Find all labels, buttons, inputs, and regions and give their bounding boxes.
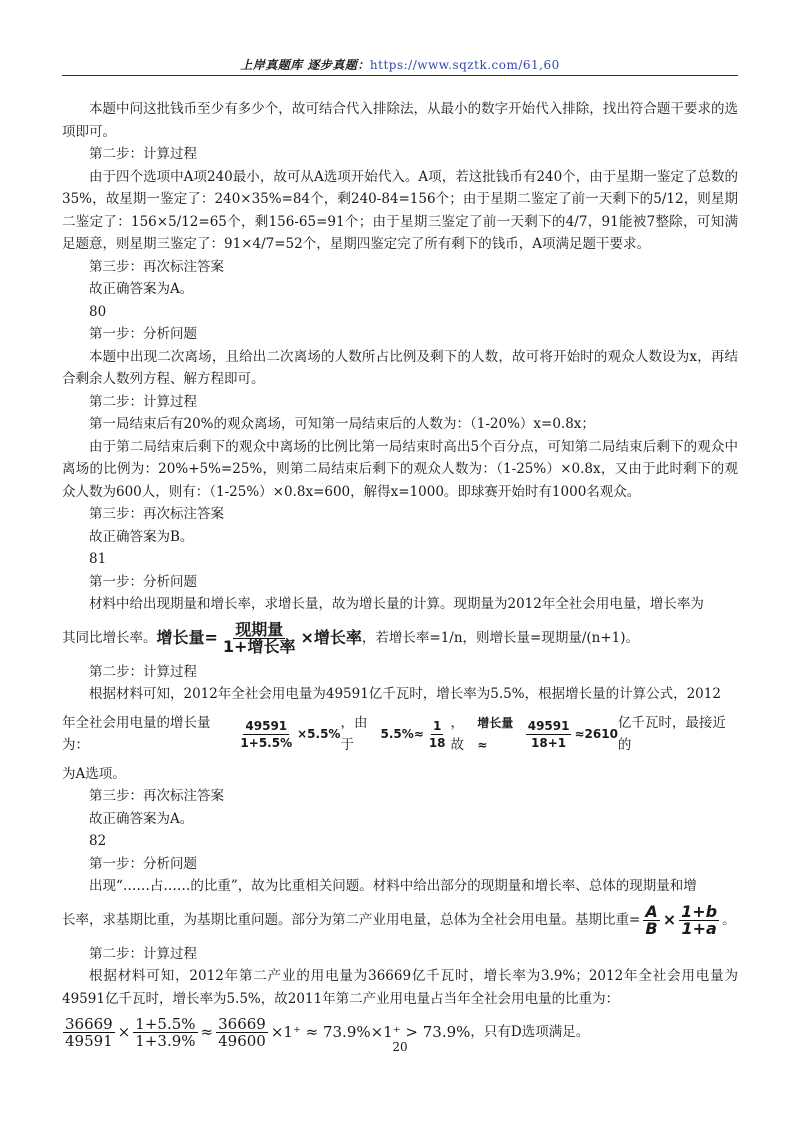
numerator: 1+5.5% xyxy=(135,1015,196,1033)
paragraph: 本题中问这批钱币至少有多少个，故可结合代入排除法，从最小的数字开始代入排除，找出符合题干要求的选项即可。 xyxy=(62,101,738,140)
formula-tail: ×1⁺ ≈ 73.9%×1⁺ > 73.9% xyxy=(270,1023,471,1042)
document-body xyxy=(62,98,738,1055)
fraction xyxy=(427,718,448,751)
formula-text: ，由于 xyxy=(340,714,368,753)
step-heading: 第三步：再次标注答案 xyxy=(89,258,224,275)
formula-base-ratio-definition xyxy=(62,901,738,938)
formula-lhs: 增长量= xyxy=(156,627,218,647)
step-heading: 第一步：分析问题 xyxy=(89,855,197,872)
denominator: 18 xyxy=(428,735,446,750)
step-heading: 第三步：再次标注答案 xyxy=(89,788,224,804)
paragraph: 由于第二局结束后剩下的观众中离场的比例比第一局结束时高出5个百分点，可知第二局结束后剩下的观众中离场的比例为：20%+5%=25%，则第二局结束后剩下的观众人数为：（1-25%）×0.8x，又由于此时剩下的观众人数为600人，则有：（1-25%）×0.8x=600，解得x=1000。即球赛开始时有1000名观众。 xyxy=(62,438,738,500)
formula-growth-definition xyxy=(62,619,738,656)
paragraph: 出现“……占……的比重”，故为比重相关问题。材料中给出部分的现期量和增长率、总体的现期量和增 xyxy=(89,878,697,894)
denominator: 1+5.5% xyxy=(240,735,293,750)
answer-line: 故正确答案为B。 xyxy=(89,528,194,545)
denominator: 49600 xyxy=(218,1032,266,1050)
header-rule xyxy=(62,75,738,76)
denominator: B xyxy=(645,918,658,938)
fraction xyxy=(238,718,294,751)
numerator: 1+b xyxy=(681,901,718,921)
step-heading: 第二步：计算过程 xyxy=(89,393,197,410)
formula-text: ，若增长率=1/n，则增长量=现期量/(n+1)。 xyxy=(361,629,640,646)
answer-line: 故正确答案为A。 xyxy=(89,810,194,827)
denominator: 18+1 xyxy=(531,735,567,750)
denominator: 1+3.9% xyxy=(135,1032,196,1050)
formula-multiplier: ×5.5% xyxy=(297,726,341,741)
formula-text: 。 xyxy=(722,911,736,928)
header-prefix: 上岸真题库 逐步真题： xyxy=(240,58,370,72)
paragraph: 根据材料可知，2012年第二产业的用电量为36669亿千瓦时，增长率为3.9%；2012年全社会用电量为49591亿千瓦时，增长率为5.5%，故2011年第二产业用电量占当年全社会用电量的比重为： xyxy=(62,968,738,1007)
question-number: 82 xyxy=(89,833,107,849)
numerator: 1 xyxy=(432,718,442,733)
paragraph: 第一局结束后有20%的观众离场，可知第一局结束后的人数为：（1-20%）x=0.8x； xyxy=(89,416,595,432)
step-heading: 第三步：再次标注答案 xyxy=(89,506,224,522)
formula-multiplier: ×增长率 xyxy=(300,627,362,647)
paragraph: 根据材料可知，2012年全社会用电量为49591亿千瓦时，增长率为5.5%，根据增长量的计算公式，2012 xyxy=(89,686,721,702)
formula-text: ，只有D选项满足。 xyxy=(470,1024,590,1041)
paragraph: 材料中给出现期量和增长率，求增长量，故为增长量的计算。现期量为2012年全社会用电量，增长率为 xyxy=(89,596,704,612)
fraction xyxy=(679,901,719,938)
numerator: 36669 xyxy=(218,1015,266,1033)
paragraph: 为A选项。 xyxy=(62,765,126,782)
paragraph: 由于四个选项中A项240最小，故可从A选项开始代入。A项，若这批钱币有240个，由于星期一鉴定了总数的35%，故星期一鉴定了：240×35%=84个，剩240-84=156个；由于星期二鉴定了前一天剩下的5/12，则星期二鉴定了：156×5/12=65个，剩156-65=91个；由于星期三鉴定了前一天剩下的4/7，91能被7整除，可知满足题意，则星期三鉴定了：91×4/7=52个，星期四鉴定完了所有剩下的钱币，A项满足题干要求。 xyxy=(62,168,738,252)
formula-multiplier: × xyxy=(662,909,677,929)
step-heading: 第二步：计算过程 xyxy=(89,663,197,680)
step-heading: 第二步：计算过程 xyxy=(89,945,197,962)
denominator: 1+a xyxy=(681,918,717,938)
numerator: 36669 xyxy=(65,1015,113,1033)
step-heading: 第一步：分析问题 xyxy=(89,573,197,590)
fraction xyxy=(221,619,298,656)
formula-approx: ≈ xyxy=(200,1023,214,1042)
formula-text: 其同比增长率。 xyxy=(62,629,157,646)
formula-lhs: 增长量≈ xyxy=(477,715,514,752)
fraction xyxy=(526,718,572,751)
page-header xyxy=(62,56,738,73)
step-heading: 第一步：分析问题 xyxy=(89,326,197,342)
numerator: 49591 xyxy=(527,718,570,733)
formula-growth-calculation xyxy=(62,712,738,757)
question-number: 81 xyxy=(89,551,107,567)
formula-multiplier: × xyxy=(117,1023,131,1042)
formula-result: ≈2610 xyxy=(574,726,618,741)
formula-text: 年全社会用电量的增长量为： xyxy=(62,714,211,753)
paragraph: 本题中出现二次离场，且给出二次离场的人数所占比例及剩下的人数，故可将开始时的观众人数设为x，再结合剩余人数列方程、解方程即可。 xyxy=(62,348,738,387)
header-site-link[interactable]: https://www.sqztk.com/61,60 xyxy=(369,58,560,72)
question-number: 80 xyxy=(89,303,107,320)
formula-text: ，故 xyxy=(450,714,465,753)
formula-text: 亿千瓦时，最接近的 xyxy=(617,714,726,753)
numerator: 49591 xyxy=(245,718,288,733)
step-heading: 第二步：计算过程 xyxy=(89,146,197,162)
numerator: A xyxy=(645,901,658,921)
fraction xyxy=(643,901,659,938)
formula-text: 长率，求基期比重，为基期比重问题。部分为第二产业用电量，总体为全社会用电量。基期比重= xyxy=(62,911,641,928)
page-number: 20 xyxy=(392,1040,408,1054)
denominator: 49591 xyxy=(65,1032,113,1050)
numerator: 现期量 xyxy=(235,619,284,639)
denominator: 1+增长率 xyxy=(222,636,296,656)
answer-line: 故正确答案为A。 xyxy=(89,281,194,297)
formula-approx: 5.5%≈ xyxy=(380,726,424,741)
